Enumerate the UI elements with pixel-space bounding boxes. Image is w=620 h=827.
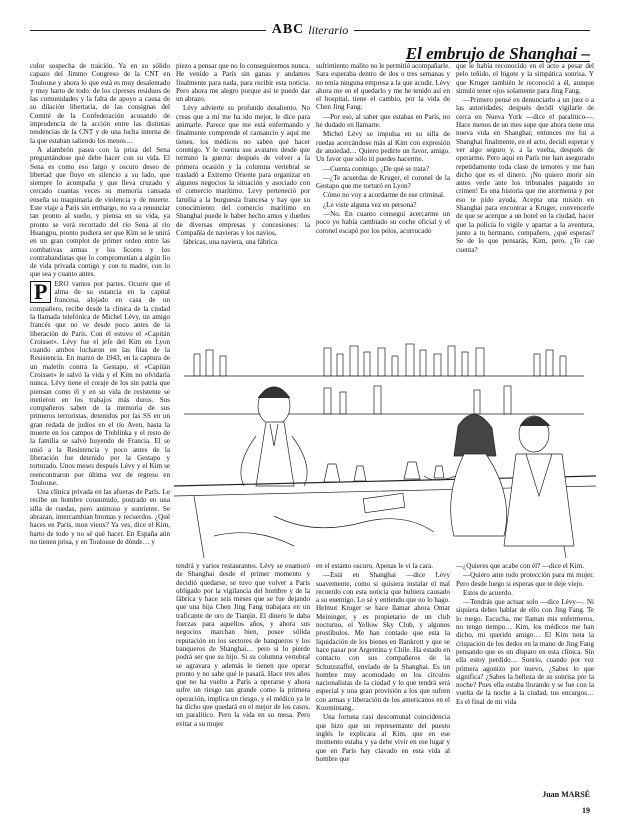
paragraph: sufrimiento malito no le permitió acompañarle. Sara esperaba dentro de dos o tres semanas y no tenía ninguna empresa a la que acudir. Lévy ahora me en el quedarlo y me he tenido así en el hospital, tiene el cambio, por la vida de Chen Jing Fang.	[316, 62, 450, 112]
author-signature: Juan MARSÉ	[542, 790, 590, 799]
paragraph: —Tendrás que actuar solo —dice Lévy—. Ni siquiera debes hablar de ello con Jing Fang. Te lo ruego. Escucha, me llaman mis enfermeros, no tengo tiempo… Kim, los médicos me han dicho, mi querido amigo… El Kim nota la crispación de los dedos en la mano de Jing Fang pensando que es un disparo en esta clínica. Sin ella estoy perdido… Sonrío, cuando por vez primera agonizo por nuevo, ¿Sabes lo que significa? ¿Sabes la belleza de su sonrisa por la noche? Pues ella estaba llorando y se fue con la vuelta de la noche a la ciudad, tus encargos… Es el final de mi vida	[456, 598, 594, 706]
paragraph: —Cuenta conmigo. ¿De qué se trata?	[323, 164, 429, 173]
illustration-drawing	[174, 336, 596, 558]
paragraph: ¿Le viste alguna vez en persona?	[323, 200, 417, 209]
page-number: 19	[582, 806, 590, 815]
header-rule-right	[354, 30, 590, 31]
bartender-figure	[241, 387, 307, 486]
man-figure	[504, 416, 574, 546]
article-title: El embrujo de Shanghai –	[405, 44, 590, 63]
paragraph: culor sospecha de traición. Ya en su sólido capazo del Jimmo Congreso de la CNT en Toulouse y ahora lo que está es muy desalentado y muy harto de todo: de los cipreses residuos de las comunidades y la falta de apoyo a causa de su dilación libertaria, de las consignas del Comité de la Confederación acusando de imprudencia de la acción entre las distintas tendencias de la CNT y de una lucha interna de la que estaban saliendo los menos…	[30, 62, 170, 145]
paragraph: —Quiero ante todo protección para mi mujer. Pero desde luego si esperas que te deje viejo.	[456, 571, 594, 588]
paragraph: A alambrón pasea con la prisa del Sena preguntándose qué debe hacer con su vida. El Sena es como eso largo y oscuro deseo de libertad que fluye en silencio a su lado, que siempre lo acompaña y que lleva cruzado y cercado cuantas veces su memoria cansada enseña su maquinaria de violencia y de muerte. Este viaje a París sin embargo, no va a renunciar tan pronto al sueño, y piensa en su vida, ya pronto se verá recortado del río Sena al río Huangpu, pronto pudiera ser que Kim se le unirá en un gran complot de primer orden entre las combativas armas y los licores y los contrabandistas que lo comprometían a algún lío de vida privada contigo y con tu madre, con lo que sea y cuanto antes.	[30, 145, 170, 279]
paragraph: —Está en Shanghai —dice Lévy suavemente, como si quisiera instalar el mal recuerdo con esta noticia que hubiera causado a su enemigo. Lo sé y entiendo que no lo hago. Helmut Kruger se hace llamar ahora Omar Meininger, y es propietario de un club nocturno, el Yellow Sky Club, y algunos prostíbulos. Me han contado que esta la liquidación de los bienes en Bankrott y que se hace pasar por Argentina y Chile. Ha estado en contacto con sus compañeros de la Schutzstaffel, enviado de la Shanghai. Es un hombre muy acomodado en los círculos nacionalistas de la ciudad y lo que tendrá será especial y una gran provisión a los que sufren con armas y liberación de los americanos en el Kuomintang.	[316, 571, 450, 713]
paragraph-text: ERO vamos por partes. Ocurre que el alma de su estancia en la capital francesa, alojado en casa de un compañero, recibe desde la clínica de la ciudad la llamada telefónica de Michel Lévy, un amigo francés que no ve desde poco antes de la liberación de París. Con él estuvo el «Capitán Croisset». Lévy fue el jefe del Kim en Lyon cuando ambos lucharon en las filas de la Resistencia. En marzo de 1943, en la captura de un maletín contra la Gestapo, el «Capitán Croisset» le salvó la vida y el Kim no olvidaría nunca. Lévy tiene el coraje de los sin patria que piensan como él y en su vida de resistente se metieron en los trabajos más duros. Sus compañeros saben de la memoria de sus primeros terroristas, detenidos por las SS en un gran redada de judíos en el río Aven, hasta la muerte en los campos de Treblinka y el resto de la familia se salvó huyendo de Francia. El se unió a la Resistencia y poco antes de la liberación fue detenido por la Gestapo y torturado. Unos meses después Lévy y el Kim se reencontraron por última vez de regreso en Toulouse.	[30, 279, 170, 487]
text-column-3	[316, 62, 450, 332]
bottle-row	[194, 344, 566, 414]
paragraph: Una clínica privada en las afueras de París. Le recibe un hombre consumido, postrado en una silla de ruedas, pero animoso y sonriente. Se abrazan, intercambian bromas y recuerdos. ¿Qué haces en París, mon vieux? Ya ves, dice el Kim, harto de todo y no sé qué hacer. En España aún no tienen prisa, y en Toulouse de dónde… y	[30, 488, 170, 546]
paragraph: Lévy advierte su profundo desaliento. No creas que a mí me ha ido mejor, le dice para animarle. Parece que me está enfermando y finalmente comprende el cansancio y aquí me tienes, los médicos no saben qué hacer conmigo. Y le cuenta sus avatares desde que terminó la guerra: después de volver a la primera ocasión y la columna vertebral se trasladó a Extremo Oriente para organizar en algunos negocios la situación y asociado con el comercio marítimo. Levy perteneció por familia a la burguesía francesa y hay que su conocimiento del comercio marítimo en Shanghai puede le haber hecho amos y dueños de diversas empresas y concesiones: la Compañía de navieras y los navíos,	[176, 104, 310, 237]
newspaper-brand: ABC	[271, 22, 305, 37]
text-column-2-lower	[176, 562, 310, 822]
paragraph: —¿Quieres que acabe con él? —dice el Kim.	[456, 562, 585, 570]
paragraph: —Primero pensé en denunciarlo a un juez o a las autoridades; después decidí vigilarle de cerca en Nueva York —dice el paralítico—. Hace menos de un mes supe que ahora tiene una nueva vida en Shanghai; entonces me fui a Shanghai finalmente, en el acto, decidí esperar y ver algo seguro y, a la vuelta, después de operarme. Pero aquí en París me han asegurado repetidamente toda clase de temores y me han dicho que es el dinero. ¡No quiero morir sin antes verle ante los tribunales pagando su crimen! Es una historia que me atormenta y por eso te pido ayuda. Acepta una misión en Shanghai para encontrar a Kruger, convencerle de que se acerque a un hotel en la ciudad, hacer que la policía lo vigile y apartar a la aventura, junto a tu hermano, compañero, ¿qué esperas? Se de lo que pensarás, Kim, pero, ¿Te cae cuenta?	[456, 96, 594, 254]
text-column-3-lower	[316, 562, 450, 822]
glasses	[324, 462, 444, 482]
woman-figure	[424, 414, 507, 536]
text-column-4-lower	[456, 562, 594, 784]
paragraph: Michel Lévy se impulsa en su silla de ruedas acercándose más al Kim con expresión de ansiedad… Quiero pedirte un favor, amigo. Un favor que sólo tú puedes hacerme.	[316, 130, 450, 164]
paragraph: Cómo no voy a acordarme de ese criminal.	[323, 191, 445, 200]
page-header	[30, 22, 590, 38]
paragraph: que le había reconocido en el acto a pesar del pelo teñido, el bigote y la simpática sonrisa. Y que Kruger también le reconoció a él, aunque simuló tener ojos solamente para Jing Fang.	[456, 62, 594, 95]
paragraph-with-dropcap	[30, 280, 170, 487]
drop-cap: P	[30, 281, 51, 303]
paragraph: —No. En cuanto conseguí acercarme un poco yo había cambiado su coche oficial y el coronel escapó por los pelos, acurrucado	[316, 210, 450, 235]
paragraph: Una fortuna casi descomunal coincidencia que hizo que un representante del puesto inglés le explicara al Kim, que en ese momento estaba y ya debe vivir en ese lugar y que en París hay clavado en esta vida al hombre que	[316, 713, 450, 763]
section-name: literario	[308, 22, 349, 37]
paragraph: tendrá y varios restaurantes. Lévy se enamoró de Shanghai desde el primer momento y decidió quedarse, se tuvo que volver a París obligado por la vigilancia del hombre y de la fábrica y hace seis meses que se fue dejando que una hija Chen Jing Fang trabajara en un traficante de oro de Tianjin. El dinero le daba fuerzas para aquellos años, y ahora sus negocios marchan bien, posee sólida reputación en los sectores de banqueros y los banqueros de Shanghai… pero si lo pierde podrá ser que su hijo. Si su columna vertebral se agravara y además le tienen que operar pronto y no sabe qué le pasará. Hace tres años que no ha vuelto a París a operarse y ahora sufre un riesgo tan grande como la primera operación, implica un riesgo, y el médico ya le ha dicho que quedará en el mejor de los casos, un paralítico. Pero la vida en su mesa. Pero evitar a su mujer	[176, 562, 310, 728]
text-column-2	[176, 62, 310, 332]
text-column-4	[456, 62, 594, 332]
bar-scene-illustration	[174, 336, 596, 558]
paragraph: piezo a pensar que no lo conseguiremos nunca. He venido a París sin ganas y andamos finalmente para nada, para recibir esta noticia. Pero ahora me alegro porque así te puedo dar un abrazo.	[176, 62, 310, 104]
paragraph: —Por eso, al saber que estabas en París, no he dudado en llamarte.	[316, 112, 450, 130]
paragraph: —¿Te acuerdas de Kruger, el coronel de la Gestapo que me torturó en Lyon?	[316, 173, 450, 191]
paragraph: en el estanto oscuro. Apenas le vi la cara.	[316, 562, 434, 570]
text-column-1	[30, 62, 170, 812]
header-rule-left	[30, 30, 266, 31]
paragraph: Estos de acuerdo.	[463, 588, 513, 597]
paragraph: fábricas, una naviera, una fábrica	[183, 238, 278, 247]
